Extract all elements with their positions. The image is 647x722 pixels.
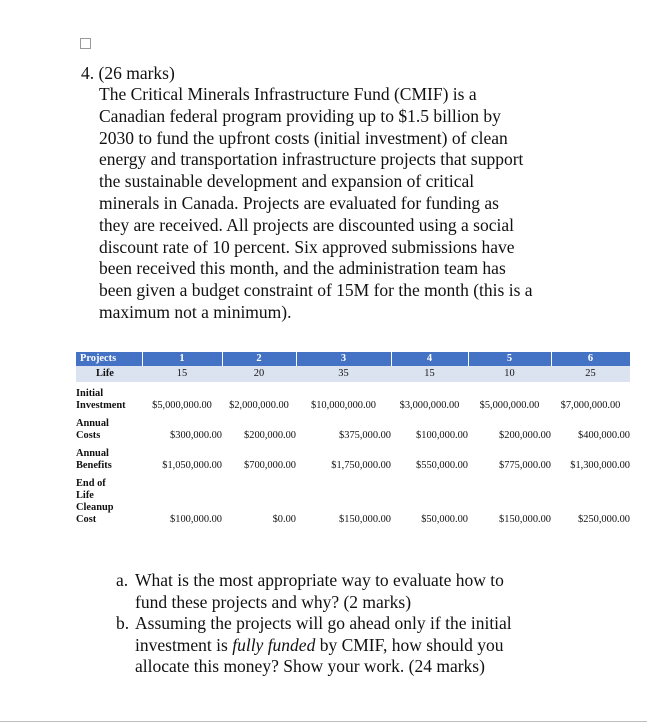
- table-row: [76, 472, 630, 526]
- table-cell: $5,000,000.00: [479, 400, 540, 411]
- table-cell: $375,000.00: [339, 430, 391, 441]
- body-line: discount rate of 10 percent. Six approved submissions have: [99, 236, 515, 257]
- header-cell: 6: [551, 352, 630, 366]
- table-cell: $200,000.00: [244, 430, 296, 441]
- table-cell: $100,000.00: [170, 514, 222, 525]
- table-cell: 10: [468, 366, 551, 382]
- row-label: [76, 472, 142, 526]
- row-label-line: Cleanup: [76, 502, 114, 513]
- row-label-line: Life: [76, 490, 94, 501]
- text-run: by CMIF, how should you: [315, 634, 504, 655]
- table-cell: 35: [296, 366, 391, 382]
- row-label-line: Annual: [76, 418, 109, 429]
- subquestion-label: b.: [116, 613, 130, 633]
- table-cell: $1,750,000.00: [331, 460, 391, 471]
- subquestion-line: What is the most appropriate way to evaluate how to: [135, 570, 504, 590]
- body-line: been received this month, and the administration team has: [99, 258, 506, 279]
- header-cell: 2: [222, 352, 296, 366]
- question-body: [99, 84, 579, 324]
- table-cell: $775,000.00: [499, 460, 551, 471]
- row-label: [76, 412, 142, 442]
- table-cell: $5,000,000.00: [152, 400, 212, 411]
- table-cell: $700,000.00: [244, 460, 296, 471]
- row-label-line: Benefits: [76, 460, 112, 471]
- subquestion-text: [135, 613, 512, 678]
- table-cell: $10,000,000.00: [311, 400, 376, 411]
- row-label-line: Investment: [76, 400, 126, 411]
- subquestion-b: [116, 613, 576, 678]
- subquestion-line: [135, 635, 512, 657]
- table-cell: $0.00: [272, 514, 296, 525]
- table-cell: 20: [222, 366, 296, 382]
- subquestions: [116, 570, 576, 678]
- body-line: energy and transportation infrastructure projects that support: [99, 149, 524, 170]
- header-cell: Projects: [76, 352, 142, 366]
- table-cell: $50,000.00: [421, 514, 468, 525]
- body-line: been given a budget constraint of 15M for the month (this is a: [99, 280, 533, 301]
- row-label-line: Cost: [76, 514, 97, 525]
- body-line: maximum not a minimum).: [99, 301, 292, 322]
- text-run: investment is: [135, 634, 233, 655]
- header-cell: 1: [142, 352, 222, 366]
- header-cell: 3: [296, 352, 391, 366]
- table-cell: $7,000,000.00: [560, 400, 621, 411]
- subquestion-label: a.: [116, 570, 129, 590]
- table-cell: 15: [391, 366, 468, 382]
- projects-table: [76, 352, 631, 526]
- table-cell: $400,000.00: [578, 430, 630, 441]
- subquestion-text: [135, 570, 504, 613]
- table-cell: 25: [551, 366, 630, 382]
- subquestion-line: Assuming the projects will go ahead only if the initial: [135, 613, 512, 633]
- body-line: the sustainable development and expansion of critical: [99, 171, 475, 192]
- table-cell: $150,000.00: [339, 514, 391, 525]
- table-header-row: [76, 352, 630, 366]
- row-label: Life: [76, 366, 142, 382]
- table-row: [76, 382, 630, 412]
- header-cell: 5: [468, 352, 551, 366]
- subquestion-a: [116, 570, 576, 613]
- table-cell: $150,000.00: [499, 514, 551, 525]
- table-cell: $100,000.00: [416, 430, 468, 441]
- question-heading: 4. (26 marks): [81, 63, 175, 83]
- table-row: [76, 442, 630, 472]
- body-line: minerals in Canada. Projects are evaluated for funding as: [99, 192, 499, 213]
- row-label-line: Costs: [76, 430, 101, 441]
- table-cell: 15: [142, 366, 222, 382]
- row-label-line: Annual: [76, 448, 109, 459]
- table-cell: $2,000,000.00: [229, 400, 289, 411]
- subquestion-line: fund these projects and why? (2 marks): [135, 591, 412, 612]
- subquestion-line: allocate this money? Show your work. (24 marks): [135, 656, 485, 676]
- body-line: Canadian federal program providing up to $1.5 billion by: [99, 105, 501, 126]
- table-cell: $200,000.00: [499, 430, 551, 441]
- row-label-line: End of: [76, 478, 106, 489]
- row-label-line: Initial: [76, 388, 104, 399]
- table-cell: $300,000.00: [170, 430, 222, 441]
- body-line: they are received. All projects are discounted using a social: [99, 214, 514, 235]
- table-cell: $1,050,000.00: [162, 460, 222, 471]
- table-cell: $3,000,000.00: [399, 400, 460, 411]
- table-row: [76, 366, 630, 382]
- row-label: [76, 442, 142, 472]
- row-label: [76, 382, 142, 412]
- table-cell: $550,000.00: [416, 460, 468, 471]
- table-cell: $1,300,000.00: [570, 460, 630, 471]
- header-cell: 4: [391, 352, 468, 366]
- table-row: [76, 412, 630, 442]
- emphasis-text: fully funded: [232, 634, 316, 655]
- table-cell: $250,000.00: [578, 514, 630, 525]
- body-line: The Critical Minerals Infrastructure Fund (CMIF) is a: [99, 84, 477, 104]
- body-line: 2030 to fund the upfront costs (initial investment) of clean: [99, 127, 508, 148]
- checkbox[interactable]: [80, 38, 91, 49]
